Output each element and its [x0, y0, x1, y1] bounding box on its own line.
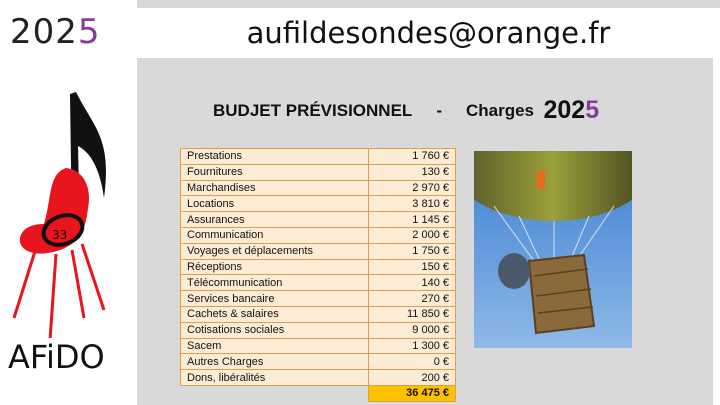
budget-label: Sacem: [181, 338, 369, 354]
budget-amount: 11 850 €: [369, 306, 456, 322]
budget-total: 36 475 €: [369, 385, 456, 401]
budget-label: Réceptions: [181, 259, 369, 275]
table-row: [181, 291, 456, 307]
budget-amount: 1 300 €: [369, 338, 456, 354]
header-year-accent: 5: [77, 12, 101, 52]
budget-label: Assurances: [181, 212, 369, 228]
table-row: [181, 180, 456, 196]
budget-amount: 2 970 €: [369, 180, 456, 196]
budget-amount: 0 €: [369, 354, 456, 370]
budget-amount: 150 €: [369, 259, 456, 275]
header-year: [10, 12, 101, 52]
title-main: BUDJET PRÉVISIONNEL: [213, 101, 413, 120]
budget-label: Autres Charges: [181, 354, 369, 370]
budget-label: Cachets & salaires: [181, 306, 369, 322]
budget-label: Voyages et déplacements: [181, 243, 369, 259]
title-year-prefix: 202: [543, 96, 586, 124]
budget-amount: 200 €: [369, 370, 456, 386]
budget-label: Cotisations sociales: [181, 322, 369, 338]
budget-label: Locations: [181, 196, 369, 212]
table-row: [181, 354, 456, 370]
budget-amount: 1 145 €: [369, 212, 456, 228]
total-row: [181, 385, 456, 401]
contact-email: aufildesondes@orange.fr: [246, 16, 611, 50]
total-spacer: [181, 385, 369, 401]
brand-name: AFiDO: [8, 338, 105, 376]
budget-amount: 2 000 €: [369, 227, 456, 243]
table-row: [181, 338, 456, 354]
budget-label: Prestations: [181, 149, 369, 165]
budget-amount: 140 €: [369, 275, 456, 291]
table-row: [181, 164, 456, 180]
budget-label: Fournitures: [181, 164, 369, 180]
budget-label: Services bancaire: [181, 291, 369, 307]
budget-amount: 270 €: [369, 291, 456, 307]
budget-label: Marchandises: [181, 180, 369, 196]
budget-amount: 130 €: [369, 164, 456, 180]
title-separator: -: [436, 101, 442, 120]
budget-amount: 1 750 €: [369, 243, 456, 259]
budget-label: Dons, libéralités: [181, 370, 369, 386]
table-row: [181, 275, 456, 291]
table-row: [181, 259, 456, 275]
budget-label: Communication: [181, 227, 369, 243]
title-year-accent: 5: [585, 96, 600, 124]
table-row: [181, 149, 456, 165]
table-row: [181, 322, 456, 338]
table-row: [181, 227, 456, 243]
header-year-prefix: 202: [10, 12, 78, 52]
balloon-photo: [474, 151, 632, 348]
table-row: [181, 243, 456, 259]
budget-amount: 3 810 €: [369, 196, 456, 212]
table-row: [181, 212, 456, 228]
budget-label: Télécommunication: [181, 275, 369, 291]
table-row: [181, 196, 456, 212]
budget-amount: 9 000 €: [369, 322, 456, 338]
page-title: [213, 96, 599, 125]
top-bar: [137, 0, 720, 8]
title-charges: Charges: [465, 101, 535, 120]
logo-number: 33: [52, 228, 68, 242]
afido-logo-icon: [8, 88, 128, 338]
budget-amount: 1 760 €: [369, 149, 456, 165]
table-row: [181, 306, 456, 322]
title-year: [543, 96, 599, 124]
table-row: [181, 370, 456, 386]
budget-table: [180, 148, 456, 402]
